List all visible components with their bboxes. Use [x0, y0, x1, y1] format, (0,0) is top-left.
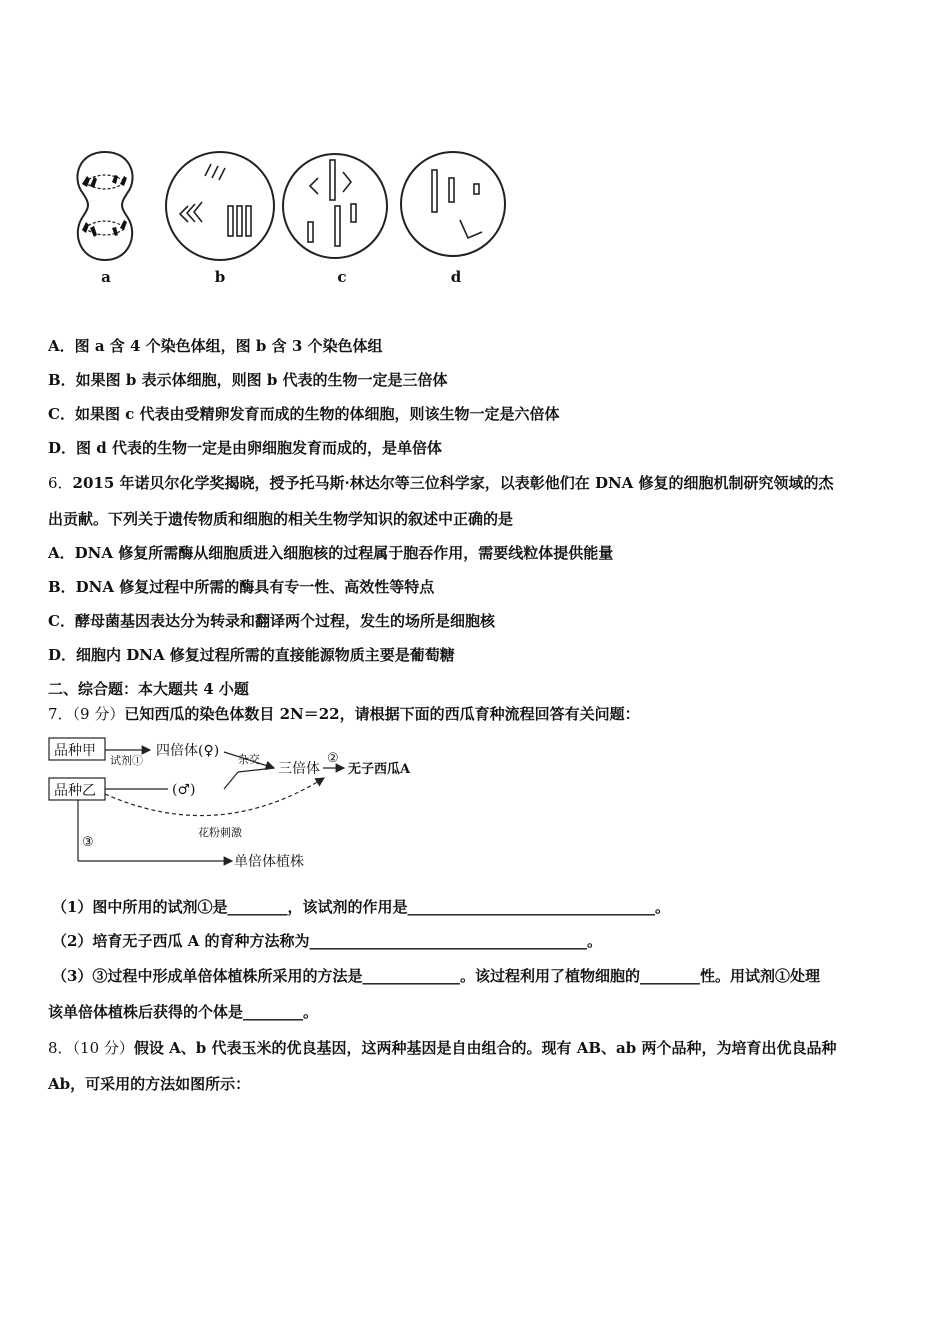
q5-option-d: D．图 d 代表的生物一定是由卵细胞发育而成的，是单倍体	[48, 439, 442, 457]
q7-score: （9 分）	[72, 705, 125, 723]
flow-reagent: 试剂①	[110, 754, 143, 767]
flow-triploid: 三倍体	[278, 761, 320, 777]
q6-stem-line2: 出贡献。下列关于遗传物质和细胞的相关生物学知识的叙述中正确的是	[48, 510, 514, 528]
cell-label-c: c	[337, 268, 347, 286]
q8-stem-line2: Ab，可采用的方法如图所示：	[48, 1075, 251, 1093]
breeding-flow-diagram	[48, 736, 468, 876]
q7-number: 7．	[48, 705, 73, 723]
q6-stem-text: 2015 年诺贝尔化学奖揭晓，授予托马斯·林达尔等三位科学家，以表彰他们在 DNA 修复的细胞机制研究领域的杰	[72, 474, 834, 492]
q8-stem-line1	[48, 1038, 836, 1058]
cell-label-b: b	[214, 268, 226, 286]
flow-step3: ③	[82, 835, 94, 850]
q8-stem-text: 假设 A、b 代表玉米的优良基因，这两种基因是自由组合的。现有 AB、ab 两个品种，为培育出优良品种	[133, 1039, 837, 1057]
q7-stem-text: 已知西瓜的染色体数目 2N＝22，请根据下面的西瓜育种流程回答有关问题：	[124, 705, 640, 723]
q7-stem	[48, 704, 640, 724]
flow-pollen: 花粉刺激	[198, 826, 242, 839]
flow-variety-a: 品种甲	[54, 743, 96, 759]
cell-a	[77, 152, 132, 260]
cell-figure	[60, 148, 530, 288]
flow-cross: 杂交	[238, 753, 260, 766]
flow-variety-b: 品种乙	[54, 783, 96, 799]
cell-b	[166, 152, 274, 260]
cell-label-a: a	[101, 268, 111, 286]
cell-c	[283, 154, 387, 258]
flow-haploid: 单倍体植株	[234, 854, 304, 870]
q7-sub3-line1: （3）③过程中形成单倍体植株所采用的方法是_____________。该过程利用了植物细胞的________性。用试剂①处理	[52, 967, 820, 985]
q7-sub1: （1）图中所用的试剂①是________，该试剂的作用是_________________________________。	[52, 898, 670, 916]
cell-d	[401, 152, 505, 256]
q5-option-a: A．图 a 含 4 个染色体组，图 b 含 3 个染色体组	[48, 337, 383, 355]
q6-option-c: C．酵母菌基因表达分为转录和翻译两个过程，发生的场所是细胞核	[48, 612, 495, 630]
q6-option-b: B．DNA 修复过程中所需的酶具有专一性、高效性等特点	[48, 578, 435, 596]
q7-sub3-line2: 该单倍体植株后获得的个体是________。	[48, 1003, 319, 1021]
q6-option-a: A．DNA 修复所需酶从细胞质进入细胞核的过程属于胞吞作用，需要线粒体提供能量	[48, 544, 614, 562]
flow-seedless: 无子西瓜A	[348, 762, 411, 777]
cell-label-d: d	[450, 268, 462, 286]
q8-number: 8．	[48, 1039, 73, 1057]
section-title: 二、综合题：本大题共 4 小题	[48, 680, 249, 698]
flow-tetraploid: 四倍体(♀)	[156, 743, 220, 759]
flow-step2: ②	[327, 751, 339, 766]
q6-option-d: D．细胞内 DNA 修复过程所需的直接能源物质主要是葡萄糖	[48, 646, 455, 664]
q6-stem-line1	[48, 473, 834, 493]
flow-male: (♂)	[172, 782, 196, 798]
q5-option-b: B．如果图 b 表示体细胞，则图 b 代表的生物一定是三倍体	[48, 371, 448, 389]
q5-option-c: C．如果图 c 代表由受精卵发育而成的生物的体细胞，则该生物一定是六倍体	[48, 405, 560, 423]
q7-sub2: （2）培育无子西瓜 A 的育种方法称为_____________________________________。	[52, 932, 603, 950]
q6-number: 6．	[48, 474, 73, 492]
q8-score: （10 分）	[72, 1039, 134, 1057]
